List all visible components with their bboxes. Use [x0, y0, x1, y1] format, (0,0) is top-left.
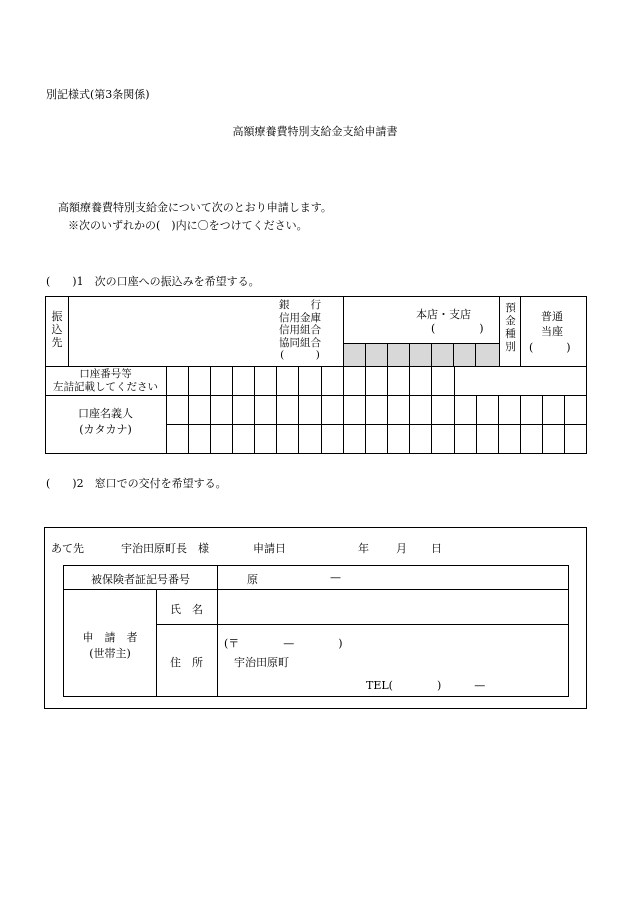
deposit-type-label: 預 金 種 別 [505, 302, 516, 353]
furikomi-label: 振 込 先 [51, 310, 63, 349]
tel-field[interactable]: TEL( ) — [366, 679, 486, 692]
intro-text: 高額療養費特別支給金について次のとおり申請します。 [58, 201, 332, 214]
deposit-toza[interactable]: 当座 [541, 325, 563, 338]
mayor-addressee: 宇治田原町長 様 [121, 542, 209, 555]
name-label: 氏 名 [170, 603, 203, 616]
town-name: 宇治田原町 [234, 656, 289, 669]
insured-number-dash[interactable]: — [330, 571, 341, 584]
addressee-label: あて先 [51, 542, 84, 555]
instruction-text: ※次のいずれかの( )内に〇をつけてください。 [68, 219, 308, 232]
account-holder-label: 口座名義人 (カタカナ) [78, 407, 133, 436]
day-label[interactable]: 日 [431, 542, 442, 555]
year-label[interactable]: 年 [358, 542, 369, 555]
option1-label[interactable]: ( )1 次の口座への振込みを希望する。 [46, 275, 260, 288]
insured-number-label: 被保険者証記号番号 [91, 573, 190, 586]
deposit-paren[interactable]: ( ) [529, 341, 571, 354]
branch-label: 本店・支店 [416, 308, 471, 321]
form-label: 別記様式(第3条関係) [46, 88, 150, 101]
application-box [44, 527, 587, 709]
branch-paren[interactable]: ( ) [431, 322, 484, 335]
page-title: 高額療養費特別支給金支給申請書 [232, 125, 398, 138]
address-label: 住 所 [170, 656, 203, 669]
option2-label[interactable]: ( )2 窓口での交付を希望する。 [46, 477, 227, 490]
name-field[interactable] [218, 590, 568, 624]
applicant-table [63, 565, 569, 697]
application-date-label: 申請日 [253, 542, 286, 555]
deposit-futsu[interactable]: 普通 [541, 310, 563, 323]
postal-code-field[interactable]: (〒 — ) [224, 637, 343, 650]
bank-name-field[interactable] [69, 297, 279, 366]
bank-type-options[interactable]: 銀 行 信用金庫 信用組合 協同組合 ( ) [279, 299, 321, 361]
applicant-label: 申 請 者 (世帯主) [82, 631, 138, 660]
bank-transfer-table [45, 296, 587, 454]
account-number-label: 口座番号等 左詰記載してください [53, 368, 158, 393]
insured-number-prefix: 原 [247, 573, 258, 586]
month-label[interactable]: 月 [396, 542, 407, 555]
